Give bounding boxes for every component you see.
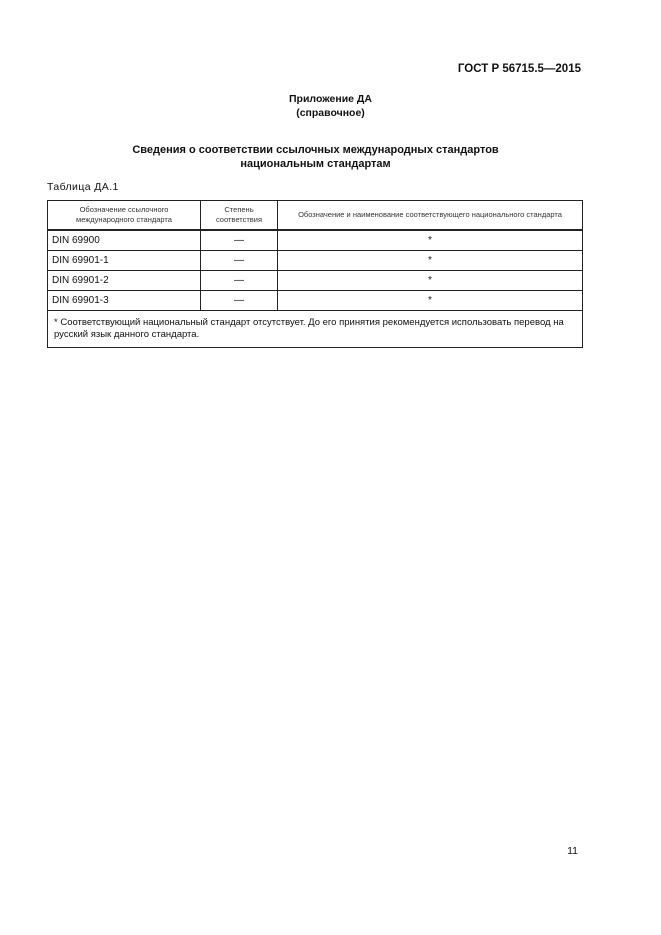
table-footnote: * Соответствующий национальный стандарт отсутствует. До его принятия рекомендуется использовать перевод на русский язык данного стандарта. — [48, 311, 583, 348]
cell-degree: — — [201, 230, 278, 251]
cell-national: * — [278, 230, 583, 251]
table-row — [48, 251, 583, 271]
page-number: 11 — [567, 845, 578, 857]
column-header-national-standard: Обозначение и наименование соответствующего национального стандарта — [278, 201, 583, 231]
annex-title: Приложение ДА — [289, 93, 372, 105]
cell-national: * — [278, 251, 583, 271]
annex-subtitle: (справочное) — [296, 107, 365, 119]
section-heading — [0, 143, 631, 171]
column-header-degree: Степень соответствия — [201, 201, 278, 231]
cell-degree: — — [201, 271, 278, 291]
cell-standard: DIN 69901-1 — [48, 251, 201, 271]
table-row — [48, 291, 583, 311]
table-footnote-row — [48, 311, 583, 348]
column-header-international-standard: Обозначение ссылочного международного стандарта — [48, 201, 201, 231]
cell-national: * — [278, 291, 583, 311]
correspondence-table — [47, 200, 583, 348]
section-heading-line-2: национальным стандартам — [240, 158, 391, 170]
table-caption: Таблица ДА.1 — [47, 181, 119, 193]
section-heading-line-1: Сведения о соответствии ссылочных международных стандартов — [132, 144, 499, 156]
annex-block — [0, 92, 661, 120]
cell-standard: DIN 69901-2 — [48, 271, 201, 291]
cell-standard: DIN 69900 — [48, 230, 201, 251]
document-code: ГОСТ Р 56715.5—2015 — [457, 63, 581, 75]
table-row — [48, 271, 583, 291]
cell-degree: — — [201, 251, 278, 271]
cell-degree: — — [201, 291, 278, 311]
table-row — [48, 230, 583, 251]
cell-standard: DIN 69901-3 — [48, 291, 201, 311]
cell-national: * — [278, 271, 583, 291]
table-header-row — [48, 201, 583, 231]
